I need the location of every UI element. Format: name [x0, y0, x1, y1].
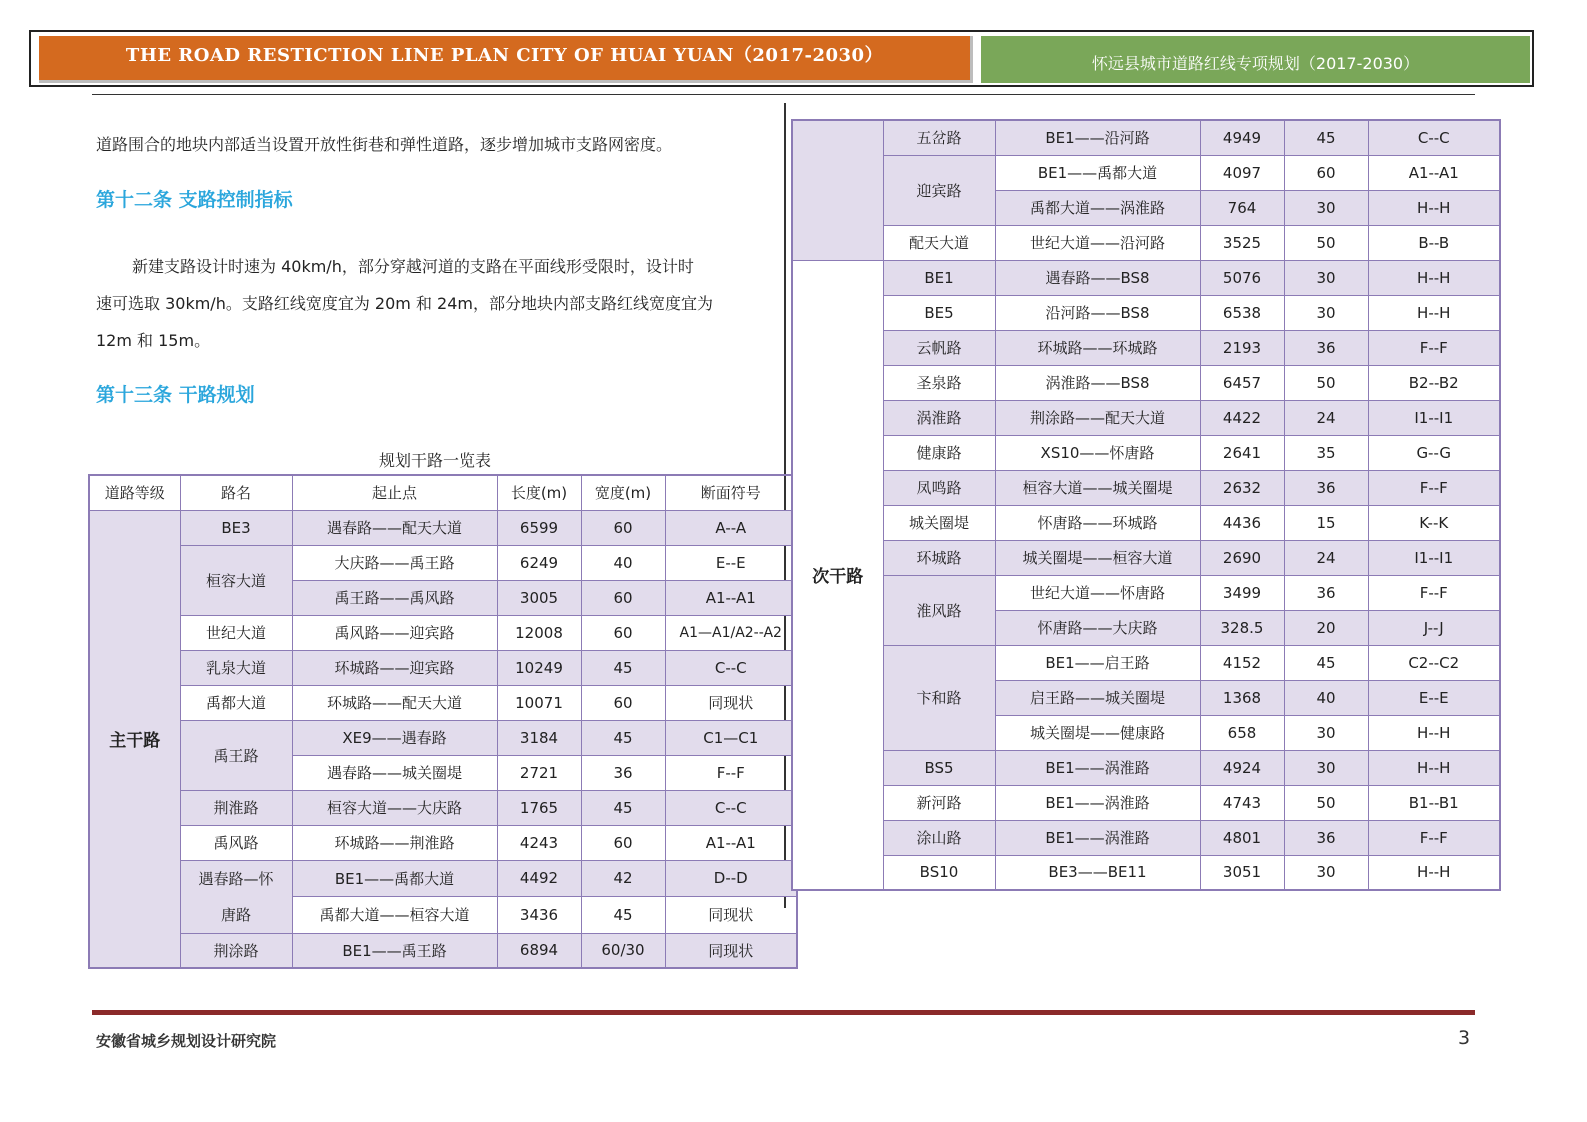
road-width: 45 [581, 720, 665, 755]
header-title-en: THE ROAD RESTICTION LINE PLAN CITY OF HUAI YUAN（2017-2030） [39, 36, 973, 83]
road-width: 24 [1284, 400, 1368, 435]
road-level-main: 主干路 [89, 510, 180, 968]
road-width: 30 [1284, 190, 1368, 225]
road-section: A1--A1 [1368, 155, 1500, 190]
road-width: 30 [1284, 715, 1368, 750]
road-section: E--E [665, 545, 797, 580]
table-row [792, 400, 1500, 435]
road-name: 配天大道 [883, 225, 995, 260]
road-span: 大庆路——禹王路 [292, 545, 497, 580]
road-section: 同现状 [665, 897, 797, 934]
header-cell: 宽度(m) [581, 475, 665, 510]
road-length: 2632 [1200, 470, 1284, 505]
road-section: H--H [1368, 715, 1500, 750]
road-section: A1—A1/A2--A2 [665, 615, 797, 650]
road-width: 30 [1284, 295, 1368, 330]
road-section: C1—C1 [665, 720, 797, 755]
road-length: 10249 [497, 650, 581, 685]
road-name: 禹王路 [180, 720, 292, 790]
road-span: 沿河路——BS8 [995, 295, 1200, 330]
road-section: B--B [1368, 225, 1500, 260]
road-width: 40 [581, 545, 665, 580]
road-name: 涂山路 [883, 820, 995, 855]
road-width: 36 [1284, 820, 1368, 855]
road-section: B1--B1 [1368, 785, 1500, 820]
road-name: 涡淮路 [883, 400, 995, 435]
road-length: 6249 [497, 545, 581, 580]
road-name: 迎宾路 [883, 155, 995, 225]
road-span: BE1——启王路 [995, 645, 1200, 680]
road-name: 城关圈堤 [883, 505, 995, 540]
header-cell: 道路等级 [89, 475, 180, 510]
table-row [89, 933, 797, 968]
road-name: 五岔路 [883, 120, 995, 155]
table-row [792, 645, 1500, 680]
road-width: 40 [1284, 680, 1368, 715]
road-name: 环城路 [883, 540, 995, 575]
table-row [89, 685, 797, 720]
table-header-row [89, 475, 797, 510]
road-span: BE3——BE11 [995, 855, 1200, 890]
table-row [792, 820, 1500, 855]
page-number: 3 [1458, 1027, 1471, 1049]
road-section: H--H [1368, 190, 1500, 225]
table-row [792, 750, 1500, 785]
road-width: 45 [1284, 645, 1368, 680]
road-length: 328.5 [1200, 610, 1284, 645]
road-width: 15 [1284, 505, 1368, 540]
road-span: 怀唐路——环城路 [995, 505, 1200, 540]
road-width: 45 [581, 650, 665, 685]
road-section: H--H [1368, 260, 1500, 295]
road-span: 环城路——配天大道 [292, 685, 497, 720]
road-name: 云帆路 [883, 330, 995, 365]
road-width: 30 [1284, 855, 1368, 890]
main-road-table [88, 474, 798, 969]
road-section: J--J [1368, 610, 1500, 645]
table-row [792, 155, 1500, 190]
road-span: 遇春路——BS8 [995, 260, 1200, 295]
table-row [792, 785, 1500, 820]
road-width: 60 [581, 685, 665, 720]
road-length: 3499 [1200, 575, 1284, 610]
road-section: K--K [1368, 505, 1500, 540]
road-section: F--F [1368, 820, 1500, 855]
road-span: 荆涂路——配天大道 [995, 400, 1200, 435]
road-length: 3525 [1200, 225, 1284, 260]
road-length: 10071 [497, 685, 581, 720]
road-section: A--A [665, 510, 797, 545]
road-length: 4097 [1200, 155, 1284, 190]
header-cell: 路名 [180, 475, 292, 510]
table-row [792, 120, 1500, 155]
road-name: 禹风路 [180, 825, 292, 860]
table-row [792, 330, 1500, 365]
road-length: 3436 [497, 897, 581, 934]
road-length: 2193 [1200, 330, 1284, 365]
road-span: 桓容大道——城关圈堤 [995, 470, 1200, 505]
road-section: C--C [1368, 120, 1500, 155]
table-row [792, 855, 1500, 890]
road-width: 36 [1284, 470, 1368, 505]
road-span: 环城路——环城路 [995, 330, 1200, 365]
road-name: 圣泉路 [883, 365, 995, 400]
road-span: 遇春路——城关圈堤 [292, 755, 497, 790]
road-span: 遇春路——配天大道 [292, 510, 497, 545]
road-section: B2--B2 [1368, 365, 1500, 400]
road-span: BE1——沿河路 [995, 120, 1200, 155]
road-name: BS10 [883, 855, 995, 890]
road-name: BS5 [883, 750, 995, 785]
road-name: 桓容大道 [180, 545, 292, 615]
road-length: 12008 [497, 615, 581, 650]
road-length: 764 [1200, 190, 1284, 225]
road-name: 淮风路 [883, 575, 995, 645]
road-span: 禹都大道——涡淮路 [995, 190, 1200, 225]
road-width: 35 [1284, 435, 1368, 470]
road-width: 36 [581, 755, 665, 790]
road-name: 凤鸣路 [883, 470, 995, 505]
road-span: XS10——怀唐路 [995, 435, 1200, 470]
road-section: C--C [665, 650, 797, 685]
road-length: 4152 [1200, 645, 1284, 680]
road-span: 禹都大道——桓容大道 [292, 897, 497, 934]
road-section: 同现状 [665, 685, 797, 720]
road-length: 2690 [1200, 540, 1284, 575]
footer-institute: 安徽省城乡规划设计研究院 [96, 1032, 277, 1050]
road-length: 6599 [497, 510, 581, 545]
road-length: 4436 [1200, 505, 1284, 540]
road-level-secondary: 次干路 [792, 260, 883, 890]
road-section: G--G [1368, 435, 1500, 470]
road-width: 24 [1284, 540, 1368, 575]
road-width: 60/30 [581, 933, 665, 968]
road-span: 启王路——城关圈堤 [995, 680, 1200, 715]
article12-heading: 第十二条 支路控制指标 [96, 189, 293, 211]
road-section: H--H [1368, 855, 1500, 890]
table-row [89, 825, 797, 860]
article12-line1: 新建支路设计时速为 40km/h，部分穿越河道的支路在平面线形受限时，设计时 [132, 257, 694, 276]
table-row [792, 540, 1500, 575]
road-section: F--F [665, 755, 797, 790]
table-row [89, 510, 797, 545]
secondary-road-table [791, 119, 1501, 891]
road-span: BE1——禹都大道 [995, 155, 1200, 190]
road-width: 50 [1284, 365, 1368, 400]
road-span: 世纪大道——沿河路 [995, 225, 1200, 260]
table-row [792, 365, 1500, 400]
road-length: 3005 [497, 580, 581, 615]
road-width: 45 [581, 790, 665, 825]
road-section: F--F [1368, 470, 1500, 505]
road-width: 42 [581, 860, 665, 897]
road-span: 涡淮路——BS8 [995, 365, 1200, 400]
road-name: 健康路 [883, 435, 995, 470]
header-cell: 长度(m) [497, 475, 581, 510]
table-row [89, 545, 797, 580]
table-row [89, 720, 797, 755]
road-section: D--D [665, 860, 797, 897]
road-span: BE1——涡淮路 [995, 750, 1200, 785]
road-width: 45 [581, 897, 665, 934]
road-width: 60 [581, 615, 665, 650]
table-row [792, 575, 1500, 610]
table-row [89, 615, 797, 650]
road-name: BE1 [883, 260, 995, 295]
road-length: 1368 [1200, 680, 1284, 715]
road-section: H--H [1368, 750, 1500, 785]
road-length: 5076 [1200, 260, 1284, 295]
table-row [792, 505, 1500, 540]
road-width: 20 [1284, 610, 1368, 645]
road-name: 荆淮路 [180, 790, 292, 825]
road-length: 4743 [1200, 785, 1284, 820]
road-level-cont [792, 120, 883, 260]
road-span: 禹王路——禹风路 [292, 580, 497, 615]
road-width: 60 [1284, 155, 1368, 190]
road-length: 3184 [497, 720, 581, 755]
table-row [792, 260, 1500, 295]
road-span: XE9——遇春路 [292, 720, 497, 755]
road-name: 禹都大道 [180, 685, 292, 720]
intro-paragraph: 道路围合的地块内部适当设置开放性街巷和弹性道路，逐步增加城市支路网密度。 [96, 135, 673, 154]
road-section: I1--I1 [1368, 400, 1500, 435]
road-width: 50 [1284, 225, 1368, 260]
road-section: H--H [1368, 295, 1500, 330]
table-row [792, 295, 1500, 330]
road-length: 4949 [1200, 120, 1284, 155]
road-span: BE1——涡淮路 [995, 820, 1200, 855]
road-name: BE5 [883, 295, 995, 330]
road-name: 卞和路 [883, 645, 995, 750]
table-row [792, 225, 1500, 260]
road-length: 3051 [1200, 855, 1284, 890]
road-length: 4924 [1200, 750, 1284, 785]
road-length: 658 [1200, 715, 1284, 750]
road-section: I1--I1 [1368, 540, 1500, 575]
road-width: 60 [581, 510, 665, 545]
road-name-line1: 遇春路—怀 [198, 869, 274, 888]
road-length: 1765 [497, 790, 581, 825]
road-width: 45 [1284, 120, 1368, 155]
road-name: 新河路 [883, 785, 995, 820]
table-row [792, 435, 1500, 470]
road-length: 4492 [497, 860, 581, 897]
road-width: 30 [1284, 750, 1368, 785]
road-length: 4243 [497, 825, 581, 860]
road-length: 6538 [1200, 295, 1284, 330]
road-width: 30 [1284, 260, 1368, 295]
road-section: E--E [1368, 680, 1500, 715]
table-caption: 规划干路一览表 [378, 451, 491, 470]
road-width: 50 [1284, 785, 1368, 820]
road-name: 乳泉大道 [180, 650, 292, 685]
road-name: 荆涂路 [180, 933, 292, 968]
header-cell: 起止点 [292, 475, 497, 510]
road-span: BE1——涡淮路 [995, 785, 1200, 820]
road-width: 36 [1284, 575, 1368, 610]
road-span: 环城路——荆淮路 [292, 825, 497, 860]
road-section: C2--C2 [1368, 645, 1500, 680]
table-row [89, 790, 797, 825]
road-section: 同现状 [665, 933, 797, 968]
road-name: 世纪大道 [180, 615, 292, 650]
road-name: BE3 [180, 510, 292, 545]
road-span: 环城路——迎宾路 [292, 650, 497, 685]
road-section: A1--A1 [665, 825, 797, 860]
road-width: 60 [581, 825, 665, 860]
header-divider [92, 94, 1475, 95]
road-width: 60 [581, 580, 665, 615]
footer-divider [92, 1010, 1475, 1015]
article13-heading: 第十三条 干路规划 [96, 384, 255, 406]
header-cell: 断面符号 [665, 475, 797, 510]
road-length: 6457 [1200, 365, 1284, 400]
road-section: C--C [665, 790, 797, 825]
table-row [792, 470, 1500, 505]
road-length: 6894 [497, 933, 581, 968]
road-span: 禹风路——迎宾路 [292, 615, 497, 650]
road-length: 4422 [1200, 400, 1284, 435]
table-row [89, 860, 797, 897]
road-section: F--F [1368, 330, 1500, 365]
article12-line3: 12m 和 15m。 [96, 331, 211, 350]
road-name [180, 860, 292, 933]
table-row [89, 650, 797, 685]
road-width: 36 [1284, 330, 1368, 365]
road-section: A1--A1 [665, 580, 797, 615]
road-section: F--F [1368, 575, 1500, 610]
road-span: 城关圈堤——桓容大道 [995, 540, 1200, 575]
article12-line2: 速可选取 30km/h。支路红线宽度宜为 20m 和 24m，部分地块内部支路红线宽度宜为 [96, 294, 713, 313]
road-span: BE1——禹王路 [292, 933, 497, 968]
road-length: 2641 [1200, 435, 1284, 470]
road-span: 城关圈堤——健康路 [995, 715, 1200, 750]
road-length: 4801 [1200, 820, 1284, 855]
road-span: BE1——禹都大道 [292, 860, 497, 897]
header-title-cn: 怀远县城市道路红线专项规划（2017-2030） [981, 36, 1530, 83]
road-span: 世纪大道——怀唐路 [995, 575, 1200, 610]
road-length: 2721 [497, 755, 581, 790]
road-span: 桓容大道——大庆路 [292, 790, 497, 825]
road-name-line2: 唐路 [220, 905, 251, 924]
road-span: 怀唐路——大庆路 [995, 610, 1200, 645]
